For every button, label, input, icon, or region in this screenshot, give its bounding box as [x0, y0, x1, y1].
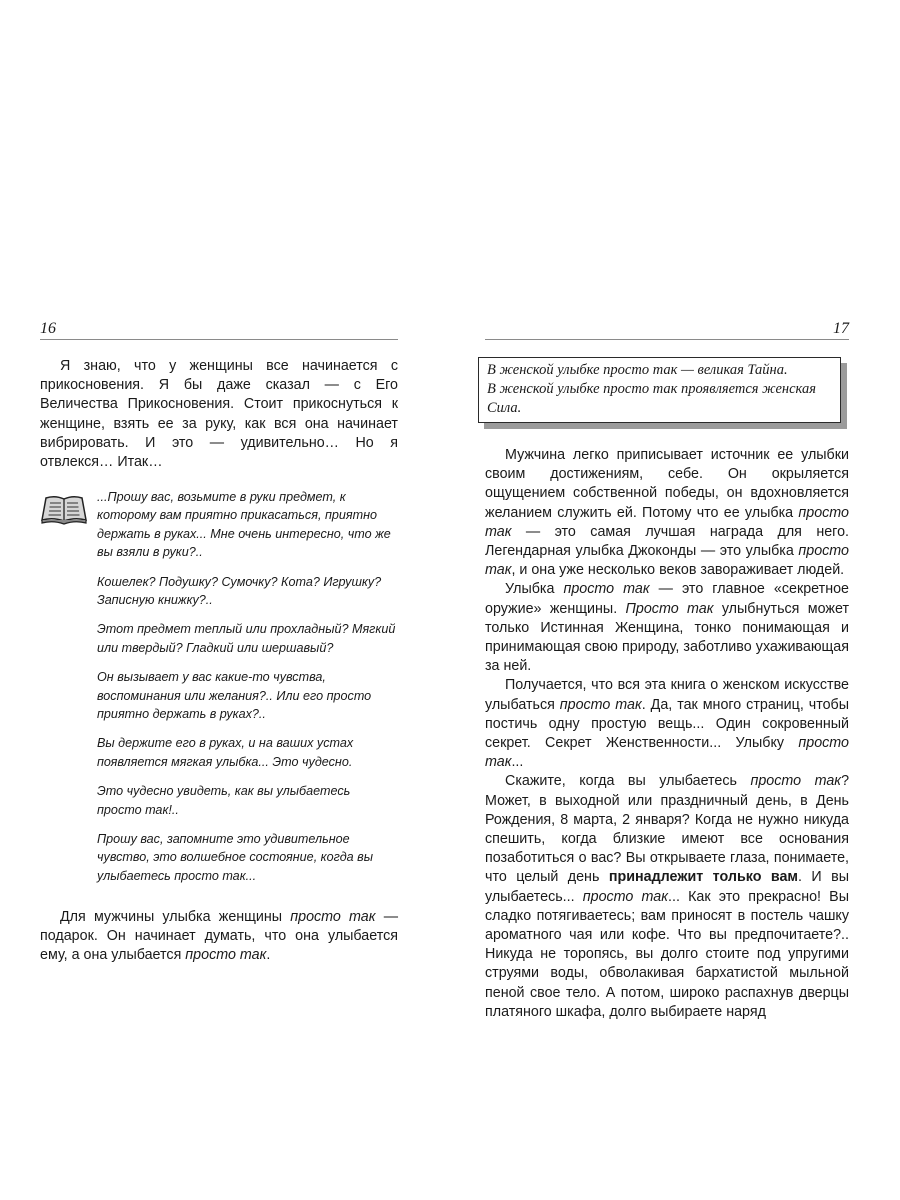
page-number: 16: [40, 320, 398, 340]
exercise-line: Вы держите его в руках, и на ваших устах появляется мягкая улыбка... Это чудесно.: [97, 736, 354, 769]
right-page: [485, 320, 849, 1022]
page-number: 17: [485, 320, 849, 340]
exercise-block: [40, 488, 398, 885]
quote-box: [478, 357, 841, 423]
exercise-line: Прошу вас, запомните это удивительное чувство, это волшебное состояние, когда вы улыбаетесь просто так...: [97, 832, 374, 883]
paragraph: Скажите, когда вы улыбаетесь просто так? Может, в выходной или праздничный день, в День Рождения, 8 марта, 2 января? Когда не нужно никуда спешить, когда близкие имеют все основания позаботиться о вас? Вы открываете глаза, понимаете, что целый день принадлежит только вам. И вы улыбаетесь... просто так... Как это прекрасно! Вы сладко потягиваетесь; вам приносят в постель чашку ароматного чая или кофе. Что вы предпочитаете?.. Никуда не торопясь, вы долго стоите под упругими струями воды, обволакивая бархатистой мыльной пеной свое тело. А потом, широко распахнув дверцы платяного шкафа, долго выбираете наряд: [485, 773, 850, 1020]
closing-text: Для мужчины улыбка женщины просто так — подарок. Он начинает думать, что она улыбается ему, а она улыбается просто так.: [40, 908, 398, 964]
left-page: [40, 320, 398, 965]
main-text: [485, 446, 849, 1022]
intro-paragraph: [40, 357, 398, 472]
open-book-icon: [40, 490, 88, 528]
exercise-line: Этот предмет теплый или прохладный? Мягкий или твердый? Гладкий или шершавый?: [97, 622, 396, 655]
paragraph: Улыбка просто так — это главное «секретное оружие» женщины. Просто так улыбнуться может только Истинная Женщина, тонко понимающая и принимающая свою природу, заботливо ухаживающая за ней.: [485, 581, 849, 675]
exercise-line: Он вызывает у вас какие-то чувства, воспоминания или желания?.. Или его просто приятно держать в руках?..: [97, 670, 372, 721]
paragraph: Получается, что вся эта книга о женском искусстве улыбаться просто так. Да, так много страниц, чтобы постичь одну простую вещь... Один сокровенный секрет. Секрет Женственности... Улыбку просто так...: [485, 677, 849, 771]
exercise-line: ...Прошу вас, возьмите в руки предмет, к которому вам приятно прикасаться, приятно держать в руках... Мне очень интересно, что же вы взяли в руки?..: [97, 490, 391, 559]
intro-text: Я знаю, что у женщины все начинается с прикосновения. Я бы даже сказал — с Его Величества Прикосновения. Стоит прикоснуться к женщине, взять ее за руку, как вся она начинает вибрировать. И это — удивительно… Но я отвлекся… Итак…: [40, 358, 398, 471]
quote-line: В женской улыбке просто так — великая Тайна.: [487, 362, 788, 378]
exercise-line: Кошелек? Подушку? Сумочку? Кота? Игрушку? Записную книжку?..: [97, 574, 382, 607]
paragraph: Мужчина легко приписывает источник ее улыбки своим достижениям, себе. Он окрыляется ощущением собственной победы, он вдохновляется желанием служить ей. Потому что ее улыбка просто так — это самая лучшая награда для него. Легендарная улыбка Джоконды — это улыбка просто так, и она уже несколько веков завораживает людей.: [485, 447, 849, 579]
closing-paragraph: [40, 908, 398, 966]
quote-line: В женской улыбке просто так проявляется женская Сила.: [487, 381, 816, 416]
exercise-line: Это чудесно увидеть, как вы улыбаетесь просто так!..: [97, 784, 351, 817]
